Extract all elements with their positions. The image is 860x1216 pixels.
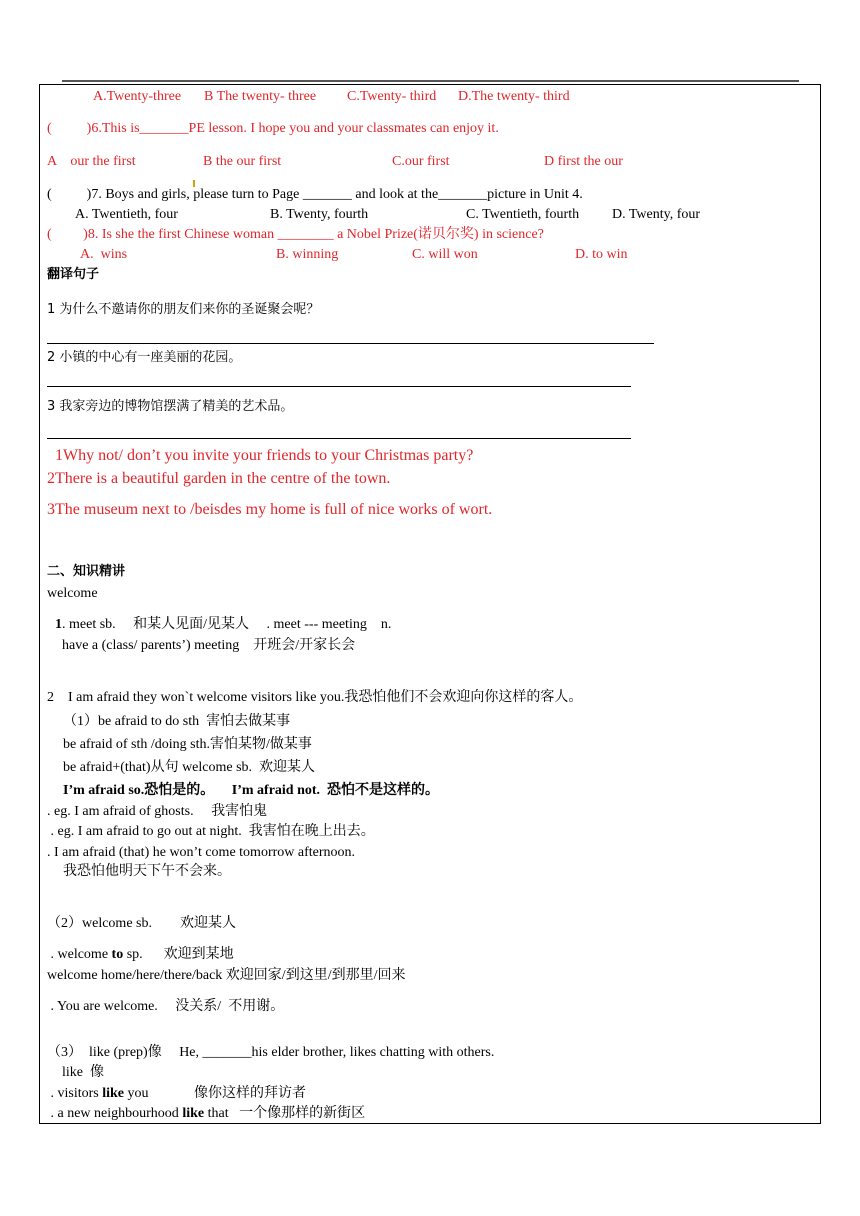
q6-option-a: A our the first	[47, 154, 136, 169]
q8-option-b: B. winning	[276, 247, 339, 262]
point-2-usage-1: （1）be afraid to do sth 害怕去做某事	[63, 714, 291, 729]
point-1-text: . meet sb. 和某人见面/见某人 . meet --- meeting n.	[62, 617, 392, 632]
q5-option-d: D.The twenty- third	[458, 89, 570, 104]
welcome-usage-2-pre: . welcome	[47, 947, 112, 962]
welcome-usage-4: . You are welcome. 没关系/ 不用谢。	[47, 999, 285, 1014]
like-usage-2: like 像	[62, 1065, 104, 1080]
like-usage-1: （3） like (prep)像 He, _______his elder brother, likes chatting with others.	[47, 1045, 495, 1060]
q6-stem: ( )6.This is_______PE lesson. I hope you and your classmates can enjoy it.	[47, 121, 499, 136]
q8-option-d: D. to win	[575, 247, 628, 262]
like-usage-3	[47, 1086, 306, 1102]
answer-2: 2There is a beautiful garden in the centre of the town.	[47, 470, 391, 487]
like-usage-4-pre: . a new neighbourhood	[47, 1106, 183, 1121]
answer-1: 1Why not/ don’t you invite your friends to your Christmas party?	[47, 447, 474, 464]
point-2-usage-4: I’m afraid so.恐怕是的。 I’m afraid not. 恐怕不是这样的。	[63, 783, 440, 798]
welcome-usage-2	[47, 947, 234, 963]
welcome-usage-1: （2）welcome sb. 欢迎某人	[47, 916, 236, 931]
point-2-usage-2: be afraid of sth /doing sth.害怕某物/做某事	[63, 737, 312, 752]
like-usage-3-pre: . visitors	[47, 1086, 103, 1101]
example-3-translation: 我恐怕他明天下午不会来。	[63, 864, 231, 879]
like-usage-3-post: you 像你这样的拜访者	[124, 1086, 307, 1101]
q5-option-a: A.Twenty-three	[93, 89, 182, 104]
point-1	[55, 617, 391, 633]
q7-stem: ( )7. Boys and girls, please turn to Page _______ and look at the_______picture in Unit 4.	[47, 187, 583, 202]
translate-sentence-3: 3 我家旁边的博物馆摆满了精美的艺术品。	[47, 399, 294, 414]
q5-option-c: C.Twenty- third	[347, 89, 437, 104]
point-2-usage-3: be afraid+(that)从句 welcome sb. 欢迎某人	[63, 760, 316, 775]
translate-sentence-1: 1 为什么不邀请你的朋友们来你的圣诞聚会呢？	[47, 302, 320, 317]
top-rule	[62, 80, 799, 82]
keyword-welcome: welcome	[47, 586, 98, 601]
like-usage-4-bold: like	[182, 1106, 205, 1121]
example-3: . I am afraid (that) he won’t come tomorrow afternoon.	[47, 845, 356, 860]
q7-option-c: C. Twentieth, fourth	[466, 207, 580, 222]
q7-option-a: A. Twentieth, four	[75, 207, 178, 222]
like-usage-3-bold: like	[102, 1086, 125, 1101]
answer-3: 3The museum next to /beisdes my home is full of nice works of wort.	[47, 501, 493, 518]
point-2: 2 I am afraid they won`t welcome visitors like you.我恐怕他们不会欢迎向你这样的客人。	[47, 690, 583, 705]
q6-option-b: B the our first	[203, 154, 282, 169]
q8-option-c: C. will won	[412, 247, 478, 262]
q6-option-c: C.our first	[392, 154, 450, 169]
welcome-usage-2-bold: to	[111, 947, 124, 962]
point-1-number: 1	[55, 617, 62, 632]
answer-line-1	[47, 343, 654, 344]
translate-heading: 翻译句子	[47, 267, 100, 282]
q6-option-d: D first the our	[544, 154, 623, 169]
cursor-mark	[193, 180, 195, 187]
example-2: . eg. I am afraid to go out at night. 我害怕在晚上出去。	[47, 824, 375, 839]
q7-option-d: D. Twenty, four	[612, 207, 701, 222]
point-1-example: have a (class/ parents’) meeting 开班会/开家长会	[62, 638, 356, 653]
welcome-usage-2-post: sp. 欢迎到某地	[123, 947, 234, 962]
q7-option-b: B. Twenty, fourth	[270, 207, 369, 222]
like-usage-4-post: that 一个像那样的新街区	[204, 1106, 366, 1121]
q8-option-a: A. wins	[80, 247, 128, 262]
q5-option-b: B The twenty- three	[204, 89, 317, 104]
translate-sentence-2: 2 小镇的中心有一座美丽的花园。	[47, 350, 242, 365]
welcome-usage-3: welcome home/here/there/back 欢迎回家/到这里/到那里/回来	[47, 968, 406, 983]
answer-line-3	[47, 438, 631, 439]
q8-stem: ( )8. Is she the first Chinese woman ________ a Nobel Prize(诺贝尔奖) in science?	[47, 227, 544, 242]
answer-line-2	[47, 386, 631, 387]
like-usage-4	[47, 1106, 365, 1122]
example-1: . eg. I am afraid of ghosts. 我害怕鬼	[47, 804, 268, 819]
knowledge-heading: 二、知识精讲	[47, 564, 126, 579]
